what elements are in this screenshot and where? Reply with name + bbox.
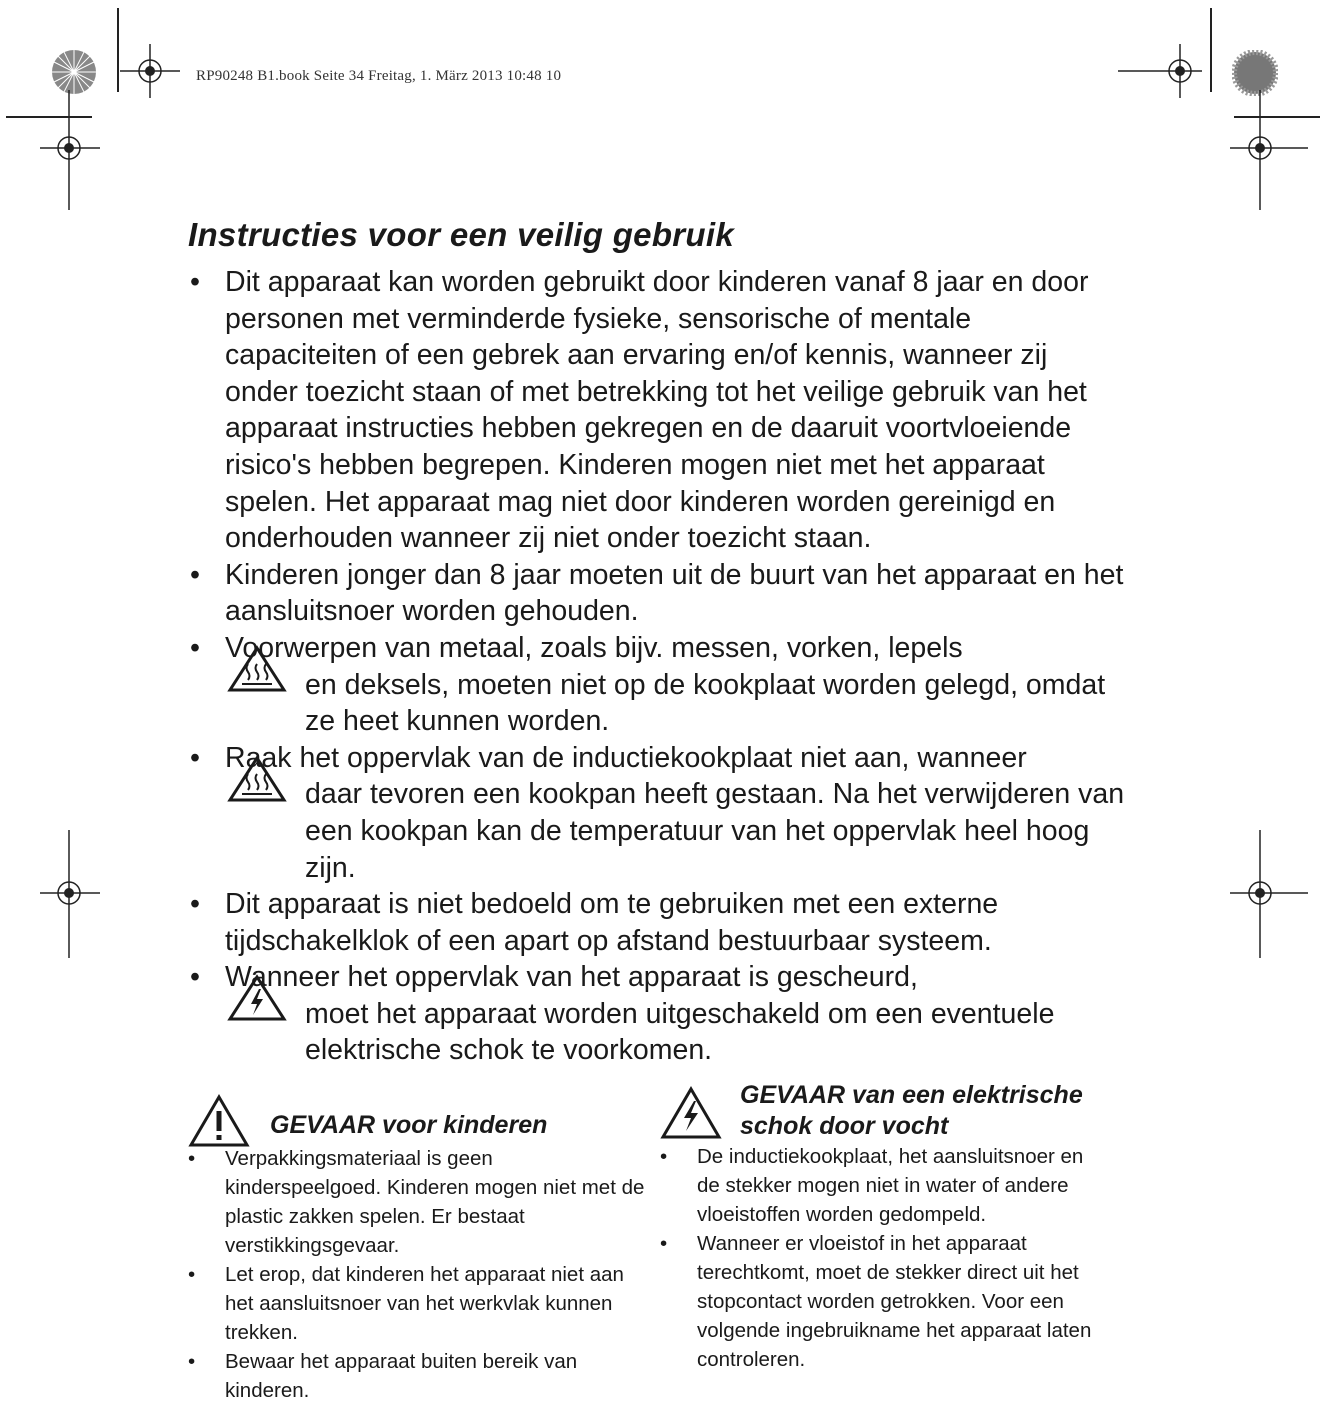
registration-crosshair-icon xyxy=(120,44,180,98)
list-item: • Verpakkingsmateriaal is geen kinderspeelgoed. Kinderen mogen niet met de plastic zakken spelen. Er bestaat verstikkingsgevaar. xyxy=(188,1144,648,1260)
list-item xyxy=(188,630,1128,740)
list-item-text: Dit apparaat kan worden gebruikt door kinderen vanaf 8 jaar en door personen met verminderde fysieke, sensorische of mentale capaciteiten of een gebrek aan ervaring en/of kennis, wanneer zij onder toezicht staan of met betrekking tot het veilige gebruik van het apparaat instructies hebben gekregen en de daaruit voortvloeiende risico's hebben begrepen. Kinderen mogen niet met het apparaat spelen. Het apparaat mag niet door kinderen worden gereinigd en onderhouden wanneer zij niet onder toezicht staan. xyxy=(225,266,1089,555)
list-item: • Wanneer er vloeistof in het apparaat terechtkomt, moet de stekker direct uit het stopcontact worden getrokken. Voor een volgende ingebruikname het apparaat laten controleren. xyxy=(660,1229,1100,1374)
hot-surface-icon xyxy=(226,754,288,804)
section-header xyxy=(660,1080,1100,1148)
list-item xyxy=(188,740,1128,886)
list-item-text: Dit apparaat is niet bedoeld om te gebruiken met een externe tijdschakelklok of een apart op afstand bestuurbaar systeem. xyxy=(225,888,999,957)
danger-electric-list xyxy=(660,1142,1100,1374)
registration-crosshair-icon xyxy=(40,90,100,210)
safety-instructions-section xyxy=(188,216,1128,1069)
registration-crosshair-icon xyxy=(1230,830,1308,958)
list-item xyxy=(188,959,1128,1069)
list-item: • Let erop, dat kinderen het apparaat niet aan het aansluitsnoer van het werkvlak kunnen trekken. xyxy=(188,1260,648,1347)
section-title: GEVAAR van een elektrische schok door vocht xyxy=(740,1081,1083,1140)
hot-surface-icon xyxy=(226,644,288,694)
list-item: • De inductiekookplaat, het aansluitsnoer en de stekker mogen niet in water of andere vloeistoffen worden gedompeld. xyxy=(660,1142,1100,1229)
list-item-text: Kinderen jonger dan 8 jaar moeten uit de buurt van het apparaat en het aansluitsnoer worden gehouden. xyxy=(225,558,1124,628)
list-item-rest: en deksels, moeten niet op de kookplaat worden gelegd, omdat ze heet kunnen worden. xyxy=(305,668,1106,738)
list-item-rest: moet het apparaat worden uitgeschakeld om een eventuele elektrische schok te voorkomen. xyxy=(305,997,1055,1067)
print-header-info: RP90248 B1.book Seite 34 Freitag, 1. März 2013 10:48 10 xyxy=(196,68,562,84)
registration-crosshair-icon xyxy=(40,830,100,958)
list-item: • Bewaar het apparaat buiten bereik van kinderen. xyxy=(188,1347,648,1405)
list-item-lead: • Raak het oppervlak van de inductiekookplaat niet aan, wanneer xyxy=(225,741,1027,774)
list-item-lead: • Voorwerpen van metaal, zoals bijv. messen, vorken, lepels xyxy=(225,631,963,664)
warning-exclamation-icon xyxy=(188,1094,250,1148)
print-color-wheel-left-icon xyxy=(50,48,98,96)
danger-children-section xyxy=(188,1088,648,1405)
registration-crosshair-icon xyxy=(1230,90,1308,210)
list-item-rest: daar tevoren een kookpan heeft gestaan. Na het verwijderen van een kookpan kan de temperatuur van het oppervlak heel hoog zijn. xyxy=(305,778,1125,884)
list-item xyxy=(188,264,1128,557)
crop-line xyxy=(1210,8,1212,92)
danger-electric-moisture-section xyxy=(660,1080,1100,1374)
list-item-lead: • Wanneer het oppervlak van het apparaat is gescheurd, xyxy=(225,961,918,994)
danger-children-list xyxy=(188,1144,648,1405)
instruction-list xyxy=(188,264,1128,1069)
electric-shock-icon xyxy=(226,973,288,1023)
list-item xyxy=(188,557,1128,630)
page-title: Instructies voor een veilig gebruik xyxy=(188,216,734,253)
registration-crosshair-icon xyxy=(1118,44,1202,98)
crop-line xyxy=(117,8,119,92)
section-title: GEVAAR voor kinderen xyxy=(270,1111,548,1139)
list-item xyxy=(188,886,1128,959)
electric-shock-icon xyxy=(660,1086,722,1140)
